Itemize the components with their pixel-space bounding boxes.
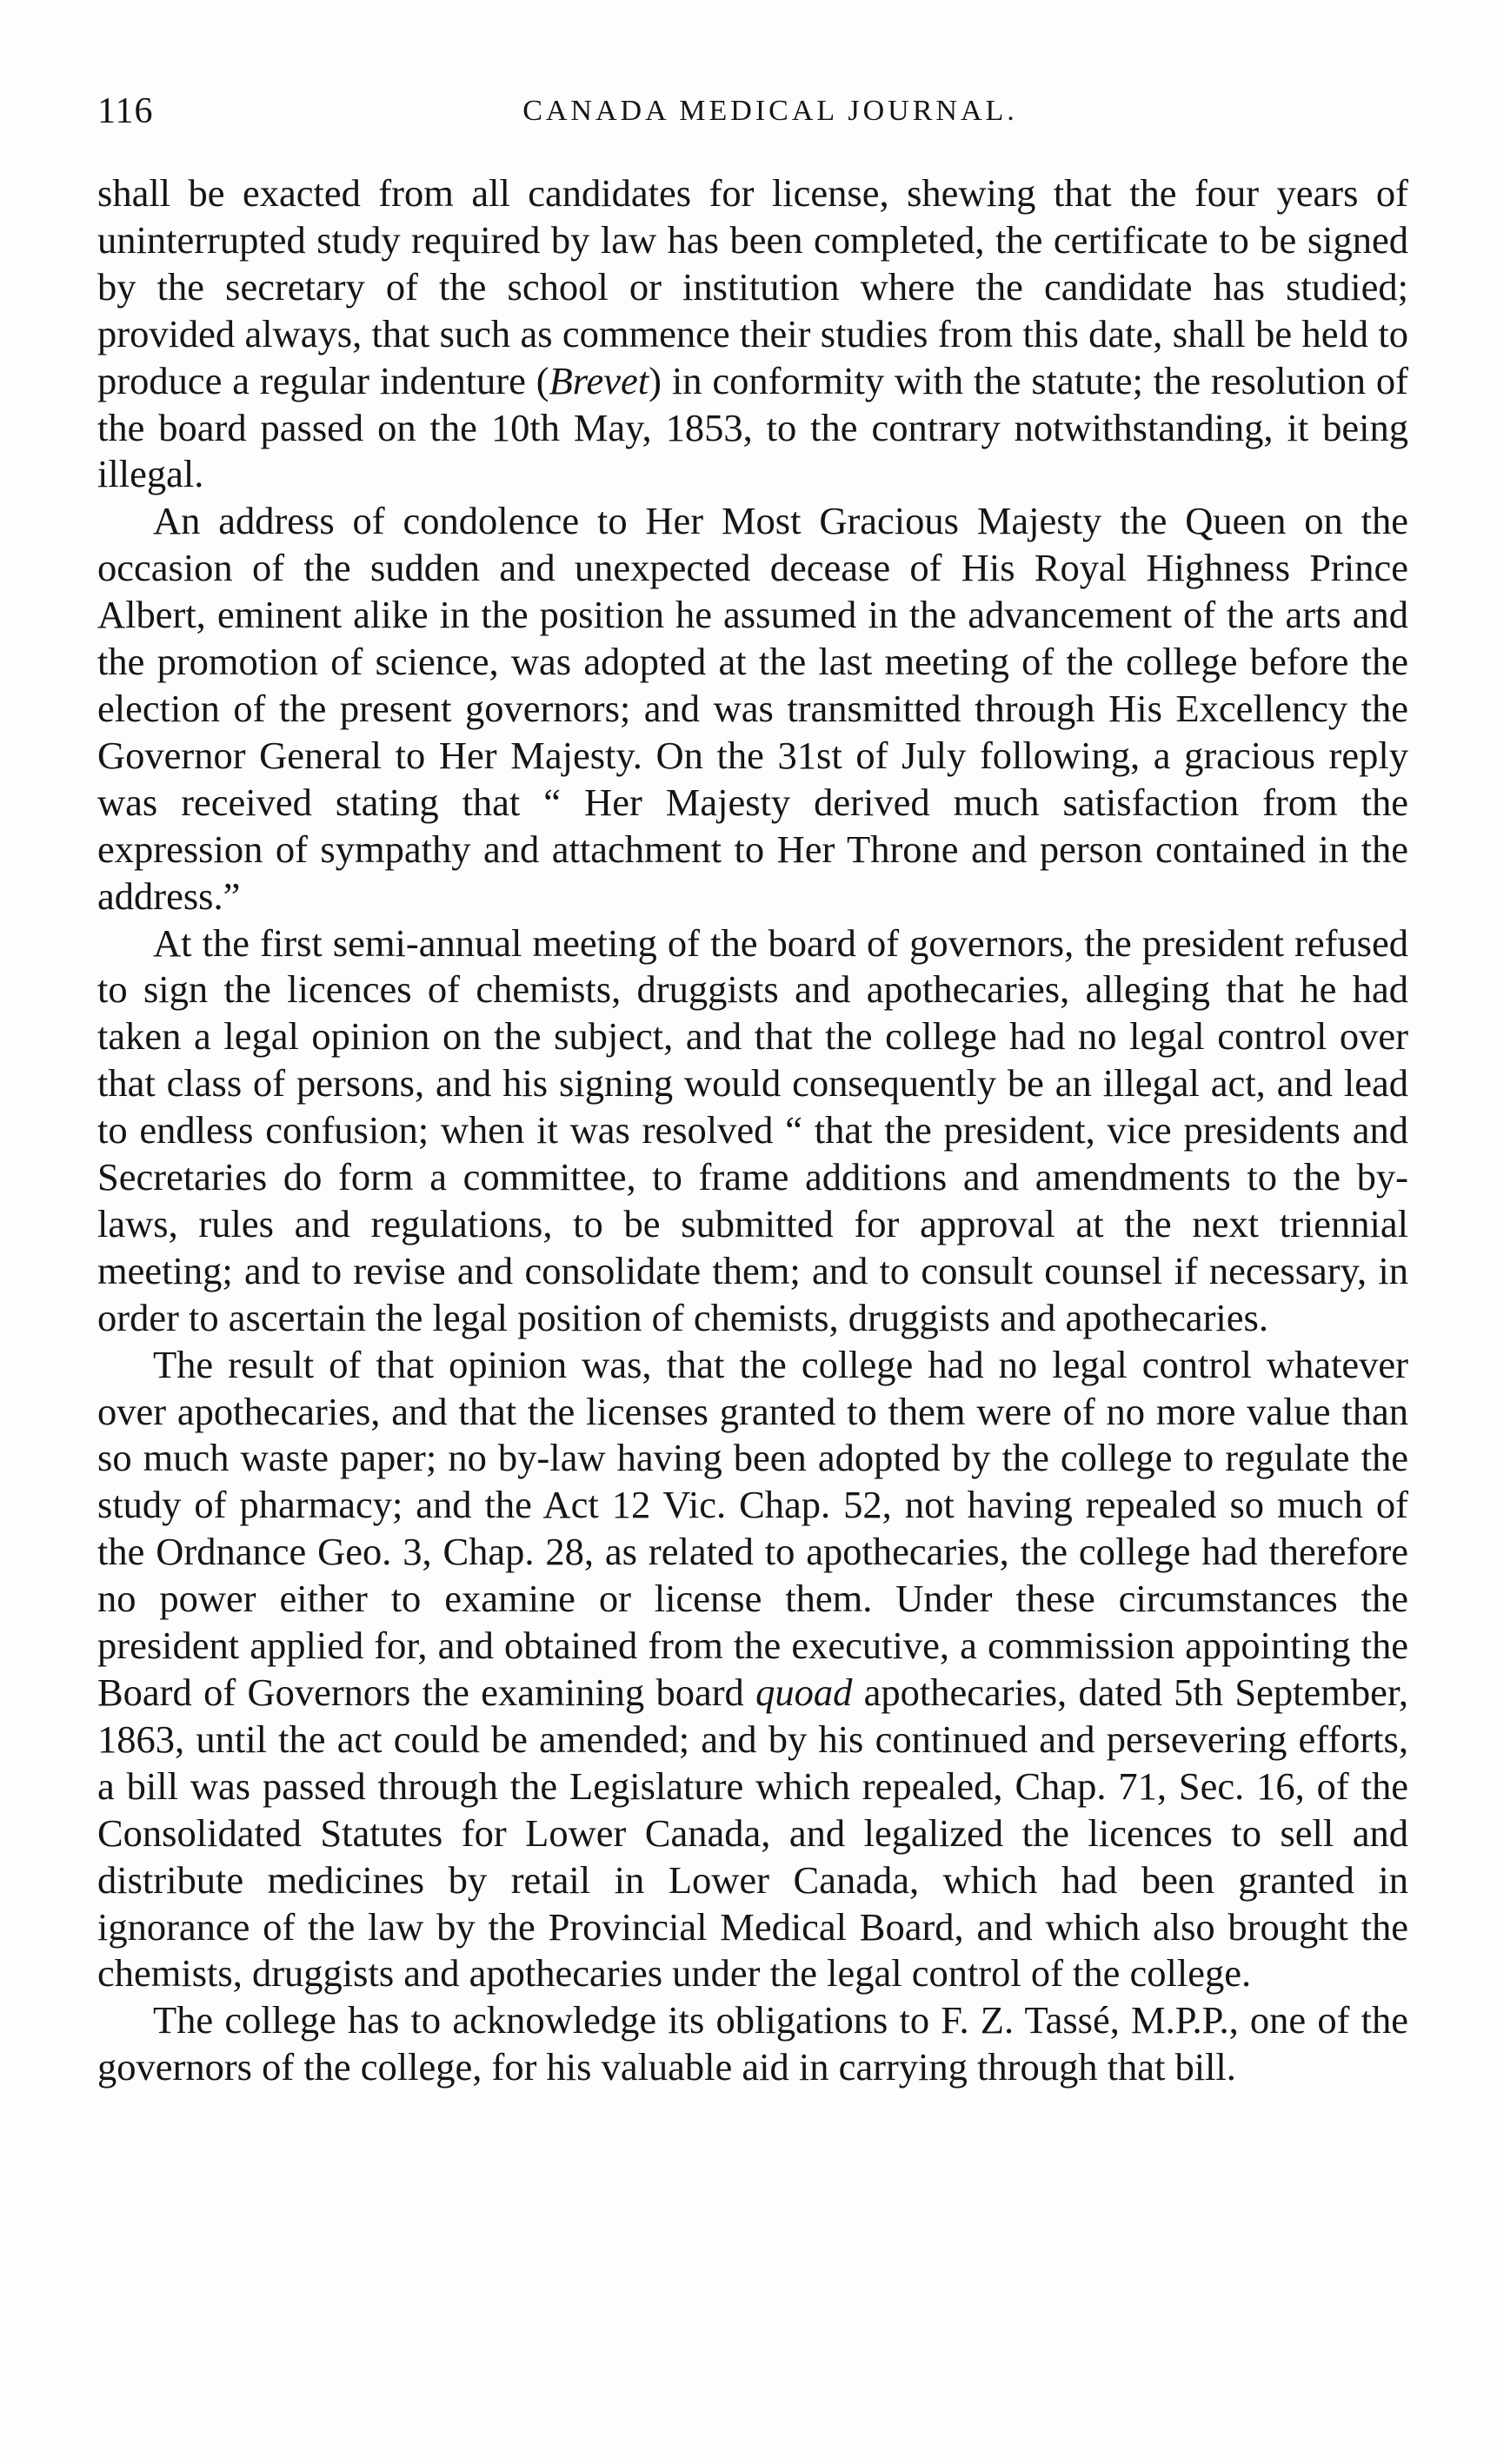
page-number: 116 [97,91,154,131]
paragraph-text: The result of that opinion was, that the college had no legal control whatever over apothecaries, and that the licenses granted to them were of no more value than so much waste paper; no by-law having been adopted by the college to regulate the study of pharmacy; and the Act 12 Vic. Chap. 52, not having repealed so much of the Ordnance Geo. 3, Chap. 28, as related to apothecaries, the college had therefore no power either to examine or license them. Under these circumstances the president applied for, and obtained from the executive, a commission appointing the Board of Governors the examining board [97,1342,1408,1714]
italic-term-quoad: quoad [755,1670,853,1714]
paragraph-license-requirements [97,170,1408,498]
italic-term-brevet: Brevet [549,358,649,402]
journal-title: CANADA MEDICAL JOURNAL. [522,95,1018,127]
article-body [97,170,1408,2091]
paragraph-text: shall be exacted from all candidates for license, shewing that the four years of uninterrupted study required by law has been completed, the certificate to be signed by the secretary of the school or institution where the candidate has studied; provided always, that such as commence their studies from this date, shall be held to produce a regular indenture ( [97,171,1408,402]
paragraph-text: apothecaries, dated 5th September, 1863, until the act could be amended; and by his continued and persevering efforts, a bill was passed through the Legislature which repealed, Chap. 71, Sec. 16, of the Consolidated Statutes for Lower Canada, and legalized the licences to sell and distribute medicines by retail in Lower Canada, which had been granted in ignorance of the law by the Provincial Medical Board, and which also brought the chemists, druggists and apothecaries under the legal control of the college. [97,1670,1408,1996]
paragraph-text: ) in conformity with the statute; the resolution of the board passed on the 10th May, 1853, to the contrary notwithstanding, it being illegal. [97,358,1409,496]
paragraph-acknowledgement: The college has to acknowledge its obligations to F. Z. Tassé, M.P.P., one of the governors of the college, for his valuable aid in carrying through that bill. [97,1998,1408,2089]
paragraph-condolence-address: An address of condolence to Her Most Gracious Majesty the Queen on the occasion of the sudden and unexpected decease of His Royal Highness Prince Albert, eminent alike in the position he assumed in the advancement of the arts and the promotion of science, was adopted at the last meeting of the college before the election of the present governors; and was transmitted through His Excellency the Governor General to Her Majesty. On the 31st of July following, a gracious reply was received stating that “ Her Majesty derived much satisfaction from the expression of sympathy and attachment to Her Throne and person contained in the address.” [97,499,1408,918]
paragraph-legal-opinion-result [97,1342,1408,1998]
paragraph-board-meeting: At the first semi-annual meeting of the board of governors, the president refused to sign the licences of chemists, druggists and apothecaries, alleging that he had taken a legal opinion on the subject, and that the college had no legal control over that class of persons, and his signing would consequently be an illegal act, and lead to endless confusion; when it was resolved “ that the president, vice presidents and Secretaries do form a committee, to frame additions and amendments to the by-laws, rules and regulations, to be submitted for approval at the next triennial meeting; and to revise and consolidate them; and to consult counsel if necessary, in order to ascertain the legal position of chemists, druggists and apothecaries. [97,920,1408,1339]
running-head [97,85,1408,137]
